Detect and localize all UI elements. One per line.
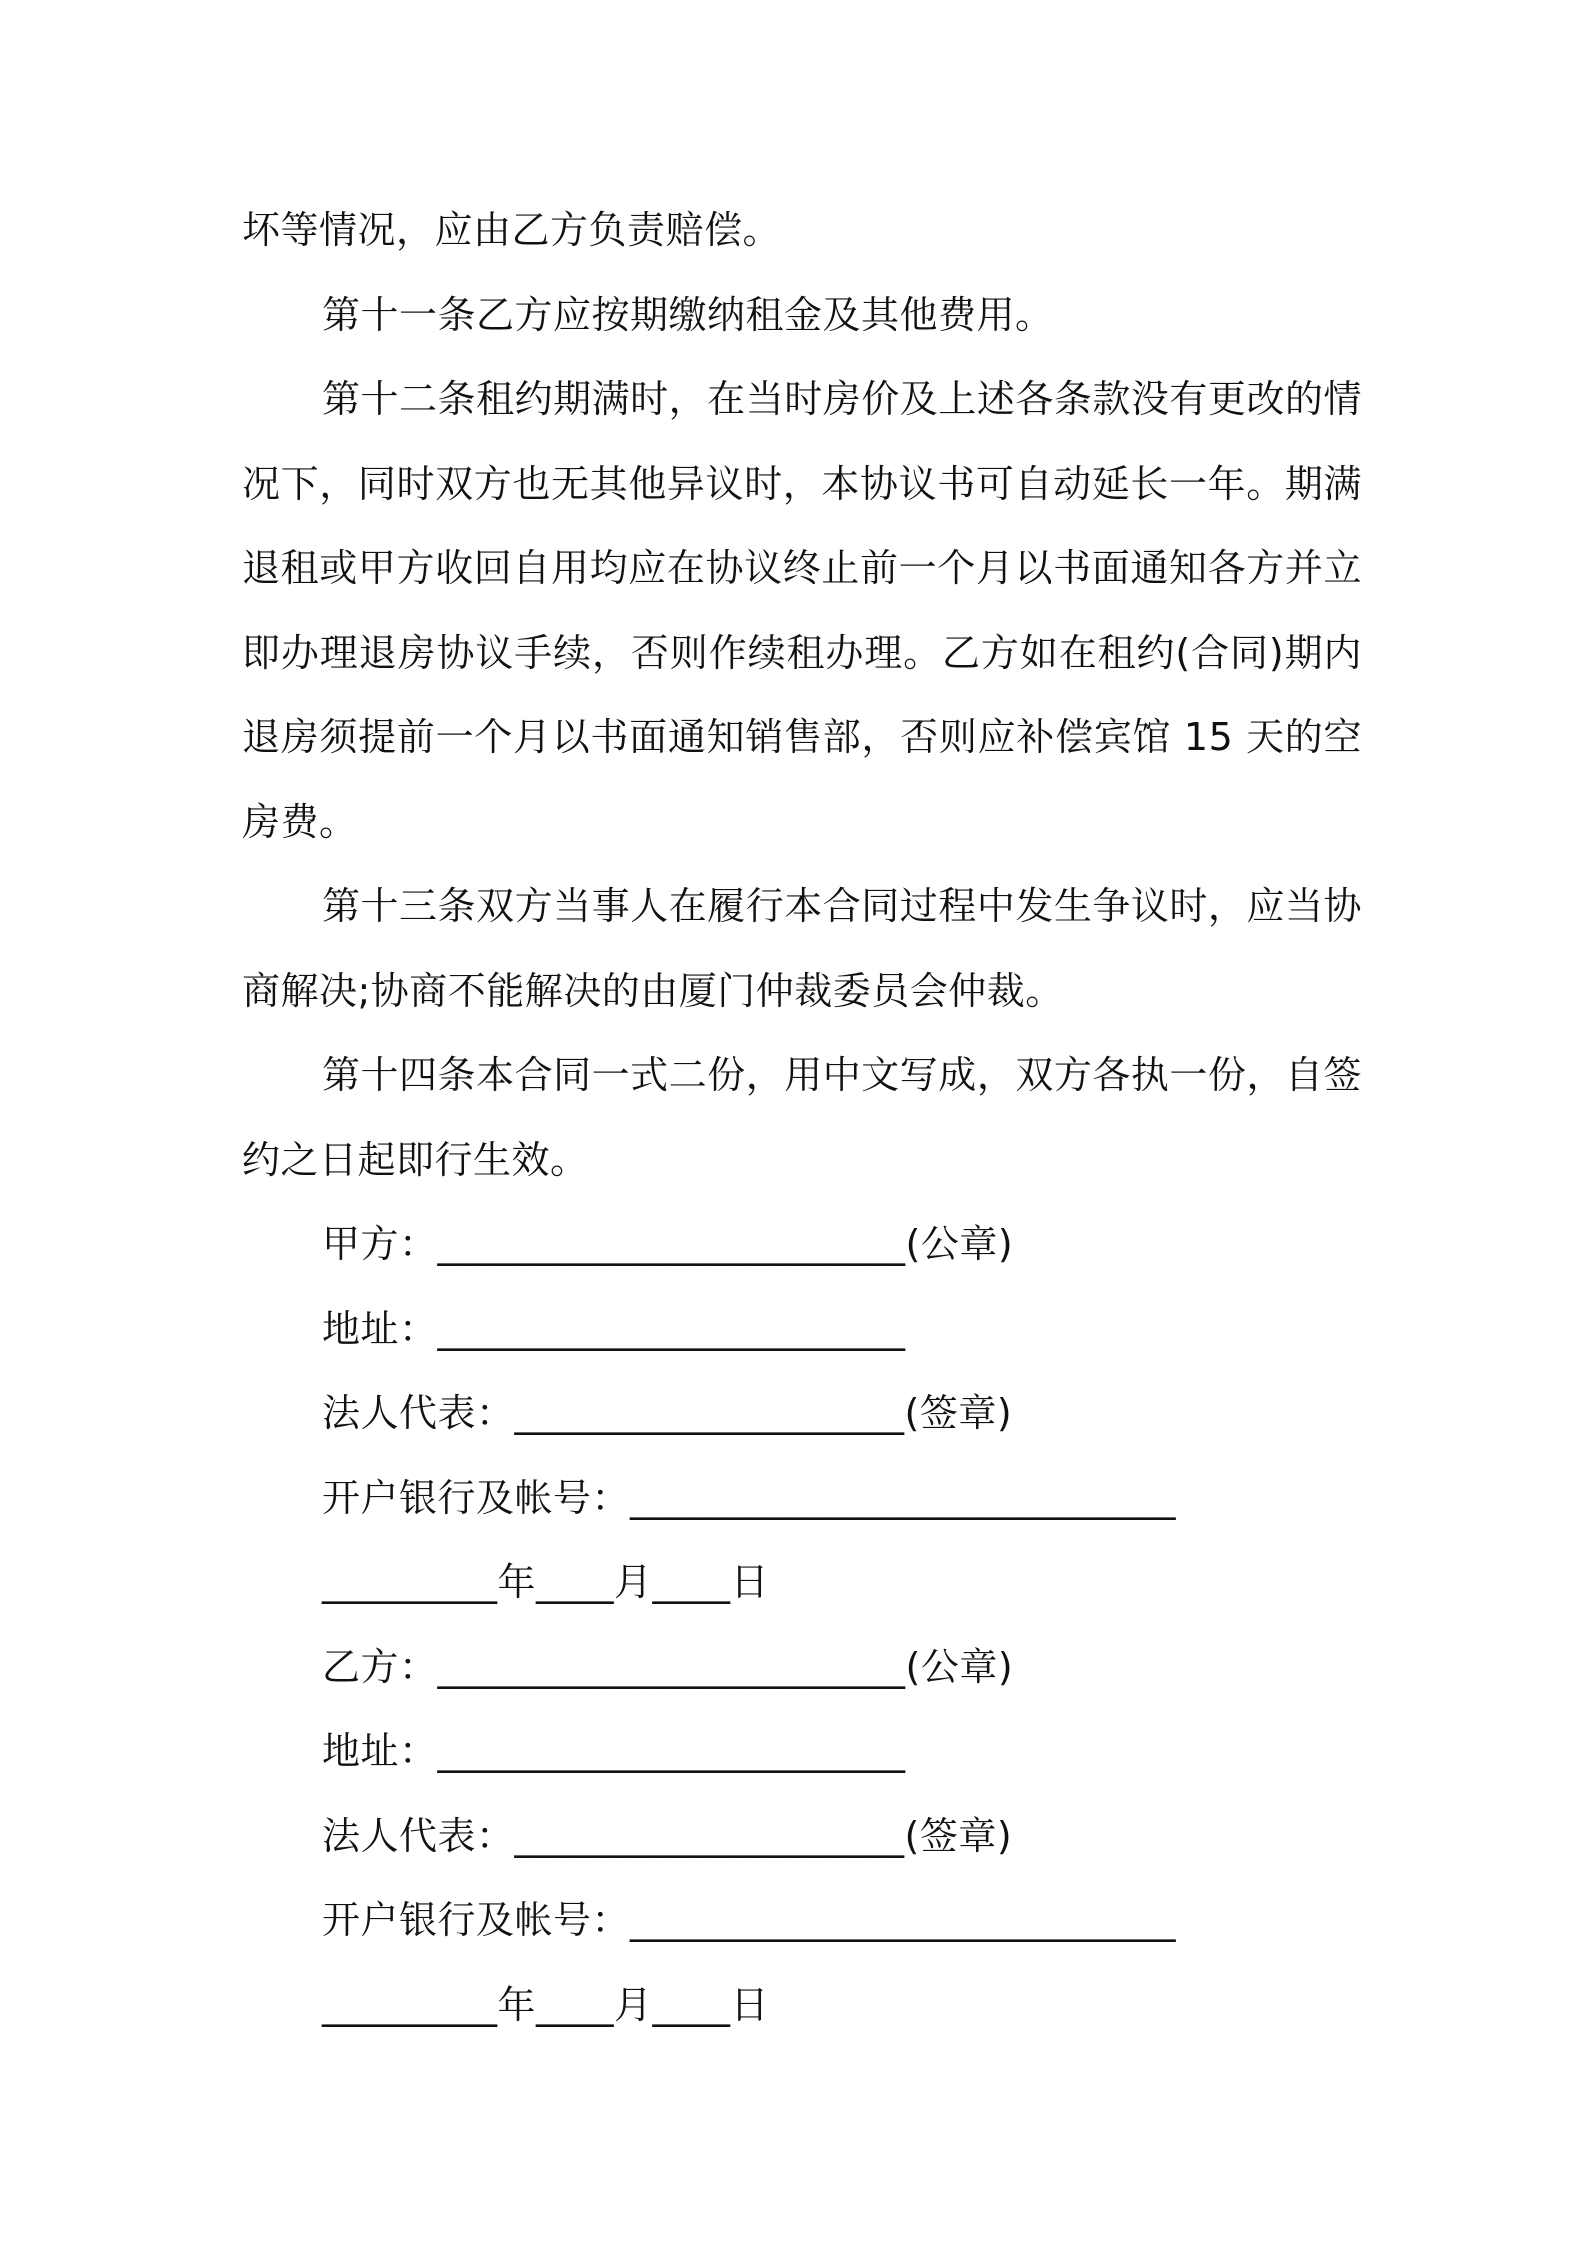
- party-a-legal-rep-line: 法人代表：____________________(签章): [322, 1391, 1013, 1435]
- party-b-date-line: _________年____月____日: [322, 1982, 770, 2027]
- party-a-seal-line: 甲方：________________________(公章): [322, 1222, 1014, 1266]
- article-14: 第十四条本合同一式二份，用中文写成，双方各执一份，自签约之日起即行生效。: [242, 1053, 1362, 1182]
- paragraph-continuation: 坏等情况，应由乙方负责赔偿。: [242, 208, 782, 252]
- party-b-address-line: 地址：________________________: [322, 1729, 906, 1773]
- party-a-bank-line: 开户银行及帐号：____________________________: [322, 1475, 1177, 1520]
- party-a-block: [322, 1202, 1322, 1625]
- article-12: 第十二条租约期满时，在当时房价及上述各条款没有更改的情况下，同时双方也无其他异议时，本协议书可自动延长一年。期满退租或甲方收回自用均应在协议终止前一个月以书面通知各方并立即办理退房协议手续，否则作续租办理。乙方如在租约(合同)期内退房须提前一个月以书面通知销售部，否则应补偿宾馆 15 天的空房费。: [242, 377, 1362, 844]
- party-a-address-line: 地址：________________________: [322, 1306, 906, 1351]
- party-b-block: [322, 1625, 1322, 2048]
- party-b-bank-line: 开户银行及帐号：____________________________: [322, 1898, 1177, 1942]
- party-b-legal-rep-line: 法人代表：____________________(签章): [322, 1813, 1013, 1858]
- article-13: 第十三条双方当事人在履行本合同过程中发生争议时，应当协商解决;协商不能解决的由厦门仲裁委员会仲裁。: [242, 884, 1362, 1013]
- party-a-date-line: _________年____月____日: [322, 1560, 770, 1604]
- signature-section: [322, 1202, 1322, 2047]
- party-b-seal-line: 乙方：________________________(公章): [322, 1644, 1014, 1689]
- contract-body: [242, 188, 1362, 1202]
- article-11: 第十一条乙方应按期缴纳租金及其他费用。: [322, 292, 1054, 337]
